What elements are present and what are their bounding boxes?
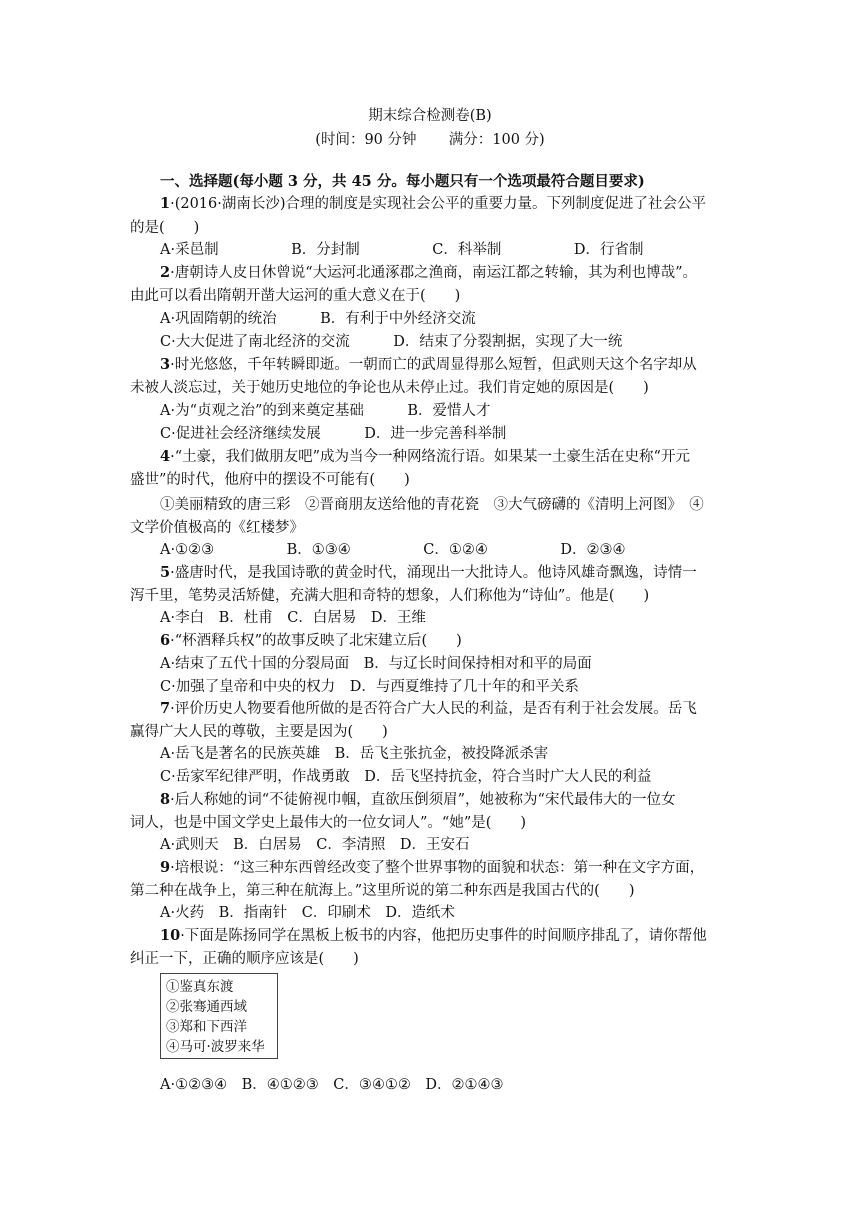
- text-line: [160, 240, 860, 260]
- text-line: [160, 608, 860, 628]
- text-line: [160, 447, 860, 467]
- question-number: 4: [160, 448, 171, 465]
- box-item: ②张骞通西域: [166, 999, 247, 1015]
- text-line: [130, 586, 860, 606]
- line-text: A·采邑制 B．分封制 C．科举制 D．行省制: [160, 242, 644, 258]
- line-text: 泻千里，笔势灵活矫健，充满大胆和奇特的想象，人们称他为“诗仙”。他是( ): [130, 588, 650, 604]
- text-line: [160, 926, 860, 946]
- blackboard-box: [160, 973, 278, 1059]
- text-line: [160, 263, 860, 283]
- text-line: [130, 470, 860, 490]
- text-line: [160, 699, 860, 719]
- line-text: C·岳家军纪律严明，作战勇敢 D．岳飞坚持抗金，符合当时广大人民的利益: [160, 769, 652, 785]
- line-text: C·加强了皇帝和中央的权力 D．与西夏维持了几十年的和平关系: [160, 679, 579, 695]
- text-line: [130, 881, 860, 901]
- box-item: ④马可·波罗来华: [166, 1039, 265, 1055]
- text-line: [160, 858, 860, 878]
- line-text: ·盛唐时代，是我国诗歌的黄金时代，涌现出一大批诗人。他诗风雄奇飘逸，诗情一: [170, 565, 697, 581]
- line-text: A·结束了五代十国的分裂局面 B．与辽长时间保持相对和平的局面: [160, 656, 592, 672]
- text-line: [160, 654, 860, 674]
- question-number: 10: [160, 927, 181, 944]
- line-text: 盛世”的时代，他府中的摆设不可能有( ): [130, 472, 410, 488]
- line-text: 未被人淡忘过，关于她历史地位的争论也从未停止过。我们肯定她的原因是( ): [130, 380, 649, 396]
- text-line: [160, 401, 860, 421]
- line-text: ·培根说：“这三种东西曾经改变了整个世界事物的面貌和状态：第一种在文字方面，: [170, 860, 705, 876]
- box-item: ③郑和下西洋: [166, 1019, 247, 1035]
- line-text: C·促进社会经济继续发展 D．进一步完善科举制: [160, 426, 507, 442]
- line-text: A·岳飞是著名的民族英雄 B．岳飞主张抗金，被投降派杀害: [160, 746, 549, 762]
- text-line: [160, 767, 860, 787]
- text-line: [130, 722, 860, 742]
- question-number: 9: [160, 859, 171, 876]
- text-line: [160, 903, 860, 923]
- line-text: 的是( ): [130, 220, 200, 236]
- line-text: 文学价值极高的《红楼梦》: [130, 520, 304, 536]
- text-line: [160, 540, 860, 560]
- line-text: A·武则天 B．白居易 C．李清照 D．王安石: [160, 837, 470, 853]
- line-text: 由此可以看出隋朝开凿大运河的重大意义在于( ): [130, 288, 461, 304]
- text-line: [130, 378, 860, 398]
- question-number: 7: [160, 700, 171, 717]
- line-text: 纠正一下，正确的顺序应该是( ): [130, 951, 359, 967]
- text-line: [160, 355, 860, 375]
- line-text: ·“土豪，我们做朋友吧”成为当今一种网络流行语。如果某一土豪生活在史称“开元: [170, 449, 690, 465]
- question-number: 1: [160, 195, 171, 212]
- line-text: A·巩固隋朝的统治 B．有利于中外经济交流: [160, 311, 476, 327]
- line-text: ·后人称她的词“不徒俯视巾帼，直欲压倒须眉”，她被称为“宋代最伟大的一位女: [170, 792, 676, 808]
- line-text: A·为“贞观之治”的到来奠定基础 B．爱惜人才: [160, 403, 491, 419]
- question-number: 2: [160, 264, 171, 281]
- text-line: [160, 790, 860, 810]
- page-subtitle: (时间：90 分钟 满分：100 分): [315, 132, 545, 148]
- line-text: ·唐朝诗人皮日休曾说“大运河北通涿郡之渔商，南运江都之转输，其为利也博哉”。: [170, 265, 698, 281]
- line-text: A·①②③ B．①③④ C．①②④ D．②③④: [160, 542, 626, 558]
- line-text: ·评价历史人物要看他所做的是否符合广大人民的利益，是否有利于社会发展。岳飞: [170, 701, 697, 717]
- text-line: [160, 309, 860, 329]
- line-text: ·“杯酒释兵权”的故事反映了北宋建立后( ): [170, 633, 462, 649]
- text-line: [160, 835, 860, 855]
- question-number: 8: [160, 791, 171, 808]
- text-line: [160, 495, 860, 515]
- line-text: 赢得广大人民的尊敬，主要是因为( ): [130, 724, 388, 740]
- text-line: [160, 744, 860, 764]
- line-text: C·大大促进了南北经济的交流 D．结束了分裂割据，实现了大一统: [160, 334, 623, 350]
- text-line: [160, 332, 860, 352]
- question-number: 5: [160, 564, 171, 581]
- text-line: [160, 677, 860, 697]
- q10-options: A·①②③④ B．④①②③ C．③④①② D．②①④③: [160, 1077, 504, 1093]
- line-text: ·时光悠悠，千年转瞬即逝。一朝而亡的武周显得那么短暂，但武则天这个名字却从: [170, 357, 697, 373]
- question-number: 6: [160, 632, 171, 649]
- line-text: A·火药 B．指南针 C．印刷术 D．造纸术: [160, 905, 455, 921]
- text-line: [130, 813, 860, 833]
- line-text: 词人，也是中国文学史上最伟大的一位女词人”。“她”是( ): [130, 815, 527, 831]
- box-item: ①鉴真东渡: [166, 979, 234, 995]
- text-line: [130, 218, 860, 238]
- line-text: 第二种在战争上，第三种在航海上。”这里所说的第二种东西是我国古代的( ): [130, 883, 635, 899]
- text-line: [130, 949, 860, 969]
- text-line: [130, 518, 860, 538]
- text-line: [160, 631, 860, 651]
- question-number: 3: [160, 356, 171, 373]
- line-text: ①美丽精致的唐三彩 ②晋商朋友送给他的青花瓷 ③大气磅礴的《清明上河图》 ④: [160, 497, 704, 513]
- text-line: [160, 424, 860, 444]
- text-line: [160, 194, 860, 214]
- section-heading: 一、选择题(每小题 3 分，共 45 分。每小题只有一个选项最符合题目要求): [160, 173, 645, 190]
- text-line: [130, 286, 860, 306]
- line-text: A·李白 B．杜甫 C．白居易 D．王维: [160, 610, 426, 626]
- page-title: 期末综合检测卷(B): [368, 108, 492, 124]
- line-text: ·下面是陈扬同学在黑板上板书的内容，他把历史事件的时间顺序排乱了，请你帮他: [180, 928, 707, 944]
- text-line: [160, 563, 860, 583]
- line-text: ·(2016·湖南长沙)合理的制度是实现社会公平的重要力量。下列制度促进了社会公平: [170, 196, 707, 212]
